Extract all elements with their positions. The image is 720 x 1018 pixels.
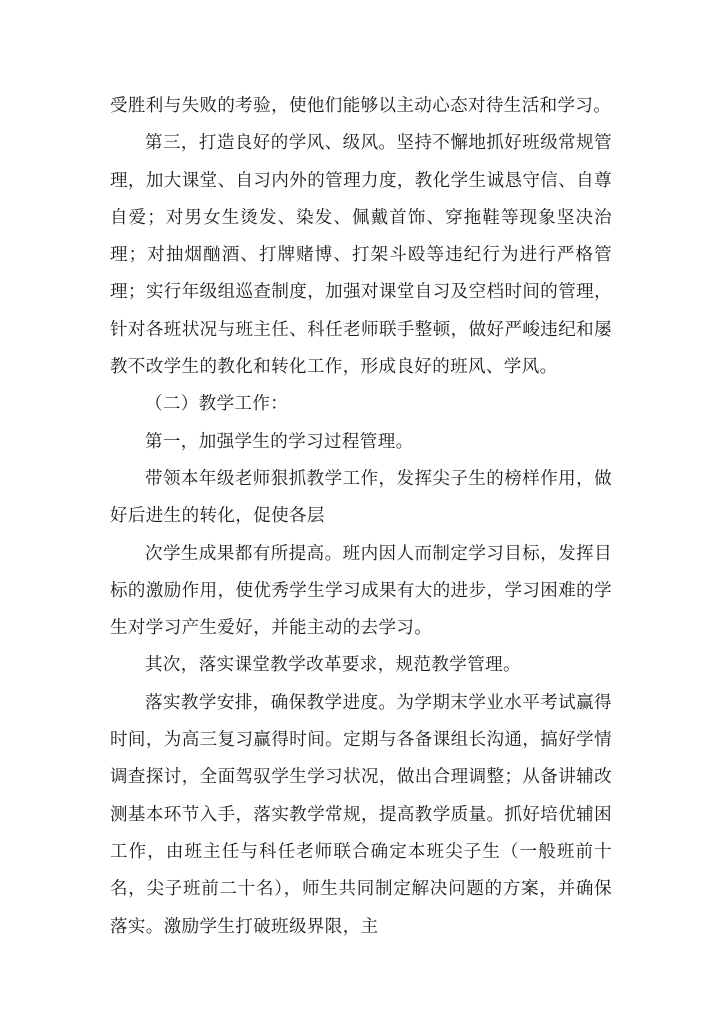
document-body: [110, 88, 612, 946]
paragraph: 带领本年级老师狠抓教学工作，发挥尖子生的榜样作用，做好后进生的转化，促使各层: [110, 468, 612, 527]
paragraph: 落实教学安排，确保教学进度。为学期末学业水平考试赢得时间，为高三复习赢得时间。定期与各备课组长沟通，搞好学情调查探讨，全面驾驭学生学习状况，做出合理调整；从备讲辅改测基本环节入手，落实教学常规，提高教学质量。抓好培优辅困工作，由班主任与科任老师联合确定本班尖子生（一般班前十名，尖子班前二十名），师生共同制定解决问题的方案，并确保落实。激励学生打破班级界限，主: [110, 692, 612, 937]
paragraph: 次学生成果都有所提高。班内因人而制定学习目标，发挥目标的激励作用，使优秀学生学习成果有大的进步，学习困难的学生对学习产生爱好，并能主动的去学习。: [110, 543, 612, 639]
paragraph: 其次，落实课堂教学改革要求，规范教学管理。: [145, 655, 521, 676]
paragraph: 受胜利与失败的考验，使他们能够以主动心态对待生活和学习。: [110, 96, 612, 116]
section-heading: （二）教学工作：: [145, 394, 289, 415]
paragraph: 第一，加强学生的学习过程管理。: [145, 431, 414, 452]
paragraph: 第三，打造良好的学风、级风。坚持不懈地抓好班级常规管理，加大课堂、自习内外的管理力度，教化学生诚恳守信、自尊自爱；对男女生烫发、染发、佩戴首饰、穿拖鞋等现象坚决治理；对抽烟酗酒、打牌赌博、打架斗殴等违纪行为进行严格管理；实行年级组巡查制度，加强对课堂自习及空档时间的管理，针对各班状况与班主任、科任老师联手整顿，做好严峻违纪和屡教不改学生的教化和转化工作，形成良好的班风、学风。: [110, 133, 612, 378]
